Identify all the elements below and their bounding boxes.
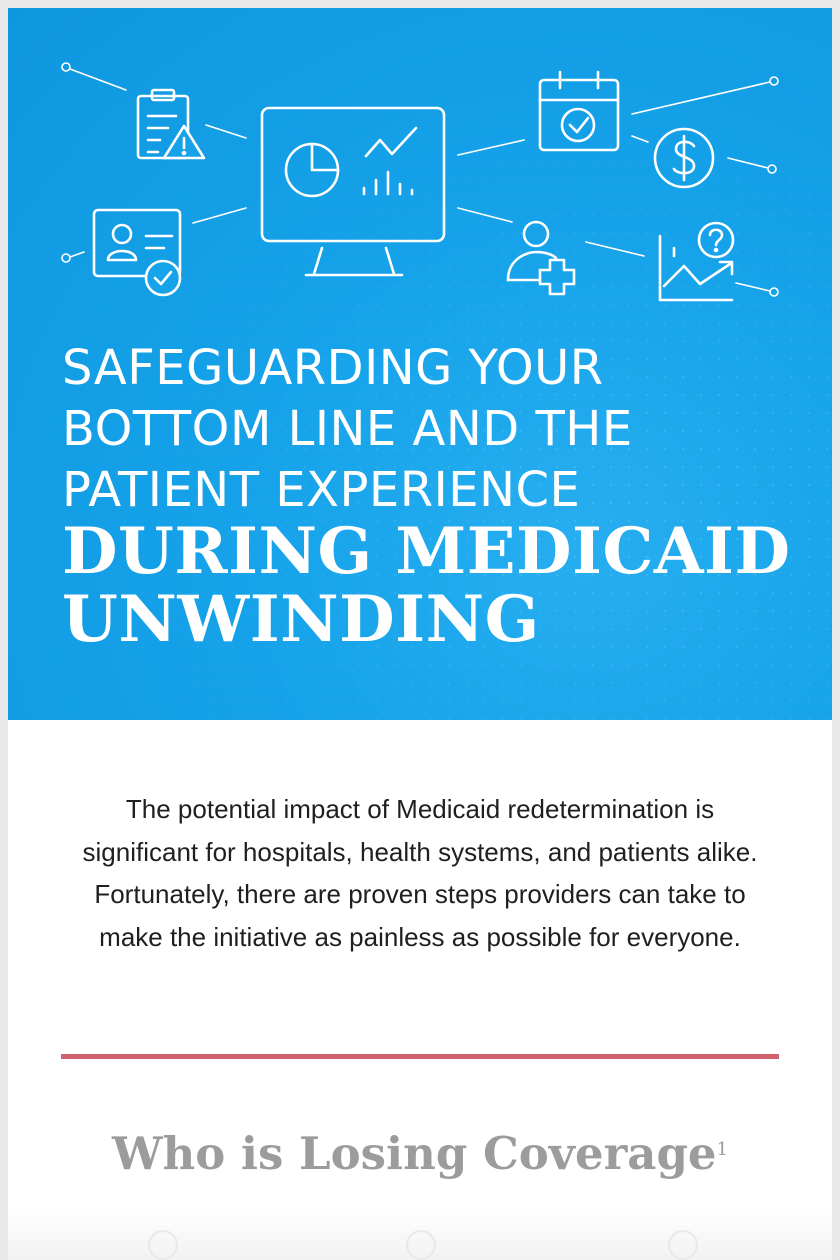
intro-paragraph: The potential impact of Medicaid redetermination is significant for hospitals, health systems, and patients alike. Fortunately, there are proven steps providers can take to make the initiative as painless as possible for everyone. — [82, 794, 758, 952]
faded-person-icon — [406, 1230, 436, 1260]
hero-banner — [8, 8, 832, 720]
calendar-check-icon — [540, 72, 618, 150]
hero-title-line: BOTTOM LINE AND THE — [62, 401, 633, 457]
faded-person-icon — [668, 1230, 698, 1260]
footnote-marker: 1 — [716, 1139, 728, 1160]
clipboard-warning-icon — [138, 90, 204, 158]
section-divider — [61, 1054, 779, 1059]
hero-title-bold-line: DURING MEDICAID — [62, 514, 791, 589]
hero-title-line: PATIENT EXPERIENCE — [62, 462, 581, 518]
hero-title-line: SAFEGUARDING YOUR — [62, 340, 604, 396]
user-plus-icon — [508, 222, 574, 294]
dollar-icon — [655, 129, 713, 187]
section-heading-text: Who is Losing Coverage — [112, 1127, 717, 1180]
infographic-page — [8, 8, 832, 1260]
hero-title-bold — [62, 514, 822, 657]
monitor-chart-icon — [262, 108, 444, 275]
hero-title-light — [62, 338, 802, 521]
patient-card-icon — [94, 210, 180, 295]
chart-question-icon — [660, 223, 733, 300]
hero-title-bold-line: UNWINDING — [62, 582, 540, 657]
faded-person-icon — [148, 1230, 178, 1260]
section-heading — [8, 1126, 832, 1182]
